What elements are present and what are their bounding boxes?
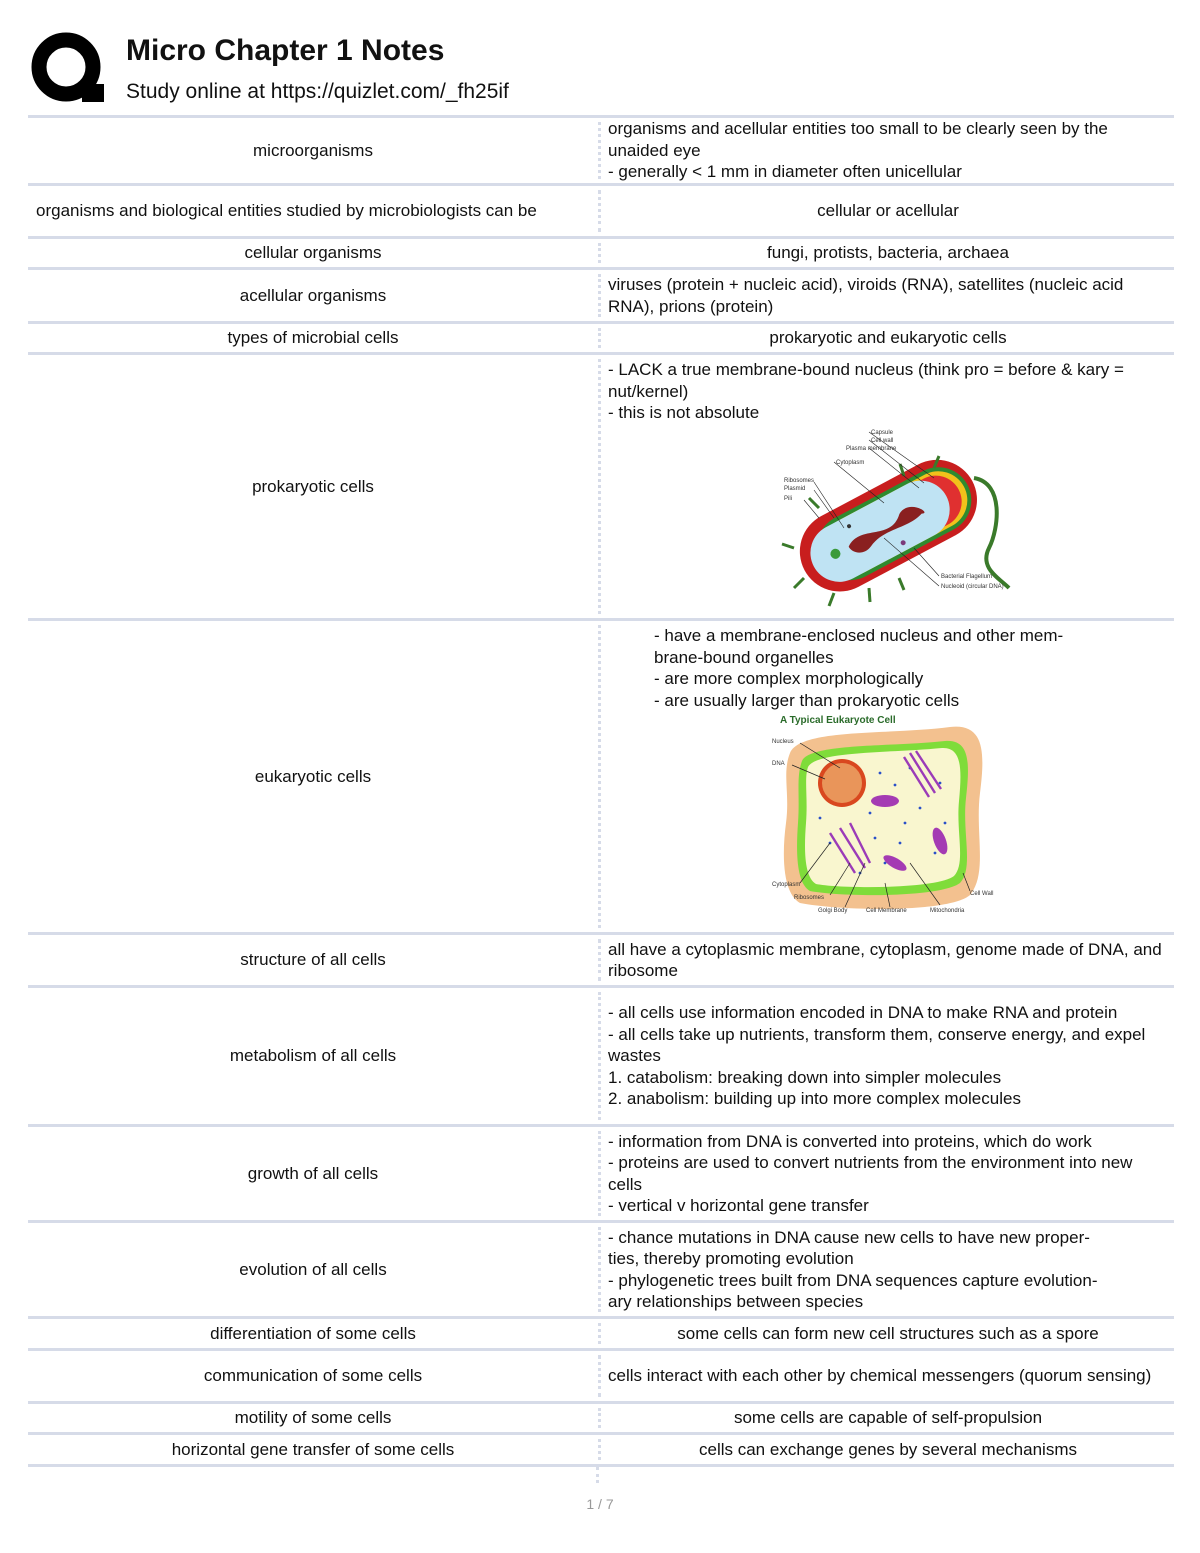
definition-cell	[604, 1404, 1174, 1432]
definition-line: - have a membrane-enclosed nucleus and other mem-	[654, 626, 1064, 645]
table-row	[28, 355, 1174, 621]
figure-label: Cell wall	[871, 437, 894, 444]
definition-line: ary relationships between species	[608, 1292, 864, 1311]
definition-line: - are usually larger than prokaryotic cells	[654, 690, 960, 710]
quizlet-logo	[30, 30, 106, 106]
column-divider	[596, 1467, 599, 1483]
prokaryote-cell-diagram	[774, 428, 1014, 610]
definition-cell	[604, 1351, 1174, 1401]
page-title: Micro Chapter 1 Notes	[126, 34, 445, 67]
table-row	[28, 1319, 1174, 1351]
eukaryote-cell-diagram	[770, 713, 1010, 921]
definition-line: - LACK a true membrane-bound nucleus (think pro = before & kary = nut/kernel)	[608, 360, 1129, 401]
table-row	[28, 270, 1174, 324]
figure-label: Nucleoid (circular DNA)	[941, 583, 1004, 590]
definition-cell	[604, 355, 1174, 618]
term-cell: organisms and biological entities studied by microbiologists can be	[36, 201, 537, 221]
definition-cell	[604, 988, 1174, 1124]
term-cell: differentiation of some cells	[210, 1323, 416, 1343]
figure-label: Cell Membrane	[866, 908, 907, 914]
term-cell: horizontal gene transfer of some cells	[171, 1439, 455, 1459]
definition-line: fungi, protists, bacteria, archaea	[767, 243, 1009, 263]
figure-label: Nucleus	[772, 739, 794, 745]
definition-line: all have a cytoplasmic membrane, cytoplasm, genome made of DNA, and ribosome	[608, 939, 1167, 980]
figure-label: Golgi Body	[818, 908, 848, 914]
figure-label: Ribosomes	[794, 895, 825, 901]
figure-label: Mitochondria	[930, 908, 965, 914]
term-cell: eukaryotic cells	[254, 766, 372, 786]
definition-line: - this is not absolute	[608, 403, 760, 422]
figure-label: Capsule	[871, 429, 894, 436]
term-cell: communication of some cells	[203, 1366, 423, 1386]
figure-label: Ribosomes	[784, 477, 815, 484]
definition-line: viruses (protein + nucleic acid), viroids (RNA), satellites (nucleic acid RNA), prions (protein)	[608, 275, 1129, 316]
term-cell: evolution of all cells	[239, 1259, 387, 1279]
table-row	[28, 324, 1174, 355]
flashcard-table	[28, 115, 1174, 1483]
definition-cell	[604, 621, 1174, 932]
definition-line: brane-bound organelles	[654, 647, 834, 667]
term-cell: structure of all cells	[240, 950, 386, 970]
definition-cell	[604, 270, 1174, 321]
table-row	[28, 1127, 1174, 1223]
page-subtitle: Study online at https://quizlet.com/_fh25if	[126, 80, 509, 103]
table-row	[28, 988, 1174, 1127]
term-cell: cellular organisms	[244, 243, 382, 263]
figure-label: Plasma membrane	[846, 445, 897, 452]
figure-label: Cytoplasm	[772, 882, 801, 888]
definition-cell	[604, 186, 1174, 236]
definition-line: 2. anabolism: building up into more complex molecules	[608, 1089, 1021, 1109]
definition-line: - all cells use information encoded in DNA to make RNA and protein	[608, 1003, 1118, 1023]
definition-line: - phylogenetic trees built from DNA sequences capture evolution-	[608, 1270, 1098, 1290]
definition-cell	[604, 1127, 1174, 1220]
figure-label: Pili	[784, 495, 793, 502]
definition-line: some cells are capable of self-propulsion	[733, 1408, 1043, 1428]
definition-line: cells interact with each other by chemical messengers (quorum sensing)	[608, 1366, 1152, 1386]
definition-line: - all cells take up nutrients, transform them, conserve energy, and expel wastes	[608, 1024, 1151, 1066]
definition-line: - generally < 1 mm in diameter often unicellular	[608, 162, 962, 182]
definition-line: cells can exchange genes by several mechanisms	[699, 1439, 1077, 1459]
table-row	[28, 935, 1174, 988]
definition-line: ties, thereby promoting evolution	[608, 1249, 854, 1268]
definition-cell	[604, 935, 1174, 985]
table-row	[28, 1404, 1174, 1435]
figure-label: Cell Wall	[970, 891, 994, 897]
table-row	[28, 621, 1174, 935]
definition-cell	[604, 324, 1174, 352]
definition-cell	[604, 1319, 1174, 1348]
definition-line: - chance mutations in DNA cause new cells to have new proper-	[608, 1227, 1090, 1247]
definition-line: some cells can form new cell structures such as a spore	[677, 1323, 1099, 1343]
term-cell: types of microbial cells	[227, 328, 399, 348]
definition-line: - proteins are used to convert nutrients from the environment into new cells	[608, 1153, 1138, 1194]
definition-cell	[604, 239, 1174, 267]
definition-line: - are more complex morphologically	[654, 669, 924, 688]
term-cell: metabolism of all cells	[229, 1046, 397, 1066]
figure-title: A Typical Eukaryote Cell	[780, 715, 896, 726]
page-number: 1 / 7	[586, 1496, 614, 1512]
figure-label: Bacterial Flagellum	[941, 573, 993, 580]
term-cell: growth of all cells	[247, 1163, 379, 1183]
term-cell: microorganisms	[253, 140, 373, 160]
term-cell: motility of some cells	[234, 1408, 392, 1428]
definition-line: cellular or acellular	[817, 201, 959, 221]
definition-line: organisms and acellular entities too small to be clearly seen by the unaided eye	[608, 119, 1113, 160]
table-row	[28, 115, 1174, 186]
table-row	[28, 186, 1174, 239]
term-cell: acellular organisms	[239, 285, 387, 305]
table-row	[28, 1351, 1174, 1404]
definition-line: 1. catabolism: breaking down into simpler molecules	[608, 1067, 1002, 1087]
table-row	[28, 1435, 1174, 1467]
definition-cell	[604, 118, 1174, 183]
definition-line: - vertical v horizontal gene transfer	[608, 1196, 869, 1215]
definition-cell	[604, 1435, 1174, 1464]
term-cell: prokaryotic cells	[252, 476, 374, 496]
table-row	[28, 239, 1174, 270]
figure-label: Plasmid	[784, 485, 806, 492]
definition-line: - information from DNA is converted into proteins, which do work	[608, 1131, 1092, 1151]
table-row	[28, 1223, 1174, 1319]
table-tail	[28, 1467, 1174, 1483]
definition-line: prokaryotic and eukaryotic cells	[769, 328, 1007, 348]
figure-label: DNA	[772, 761, 785, 767]
definition-cell	[604, 1223, 1174, 1316]
figure-label: Cytoplasm	[836, 459, 865, 466]
